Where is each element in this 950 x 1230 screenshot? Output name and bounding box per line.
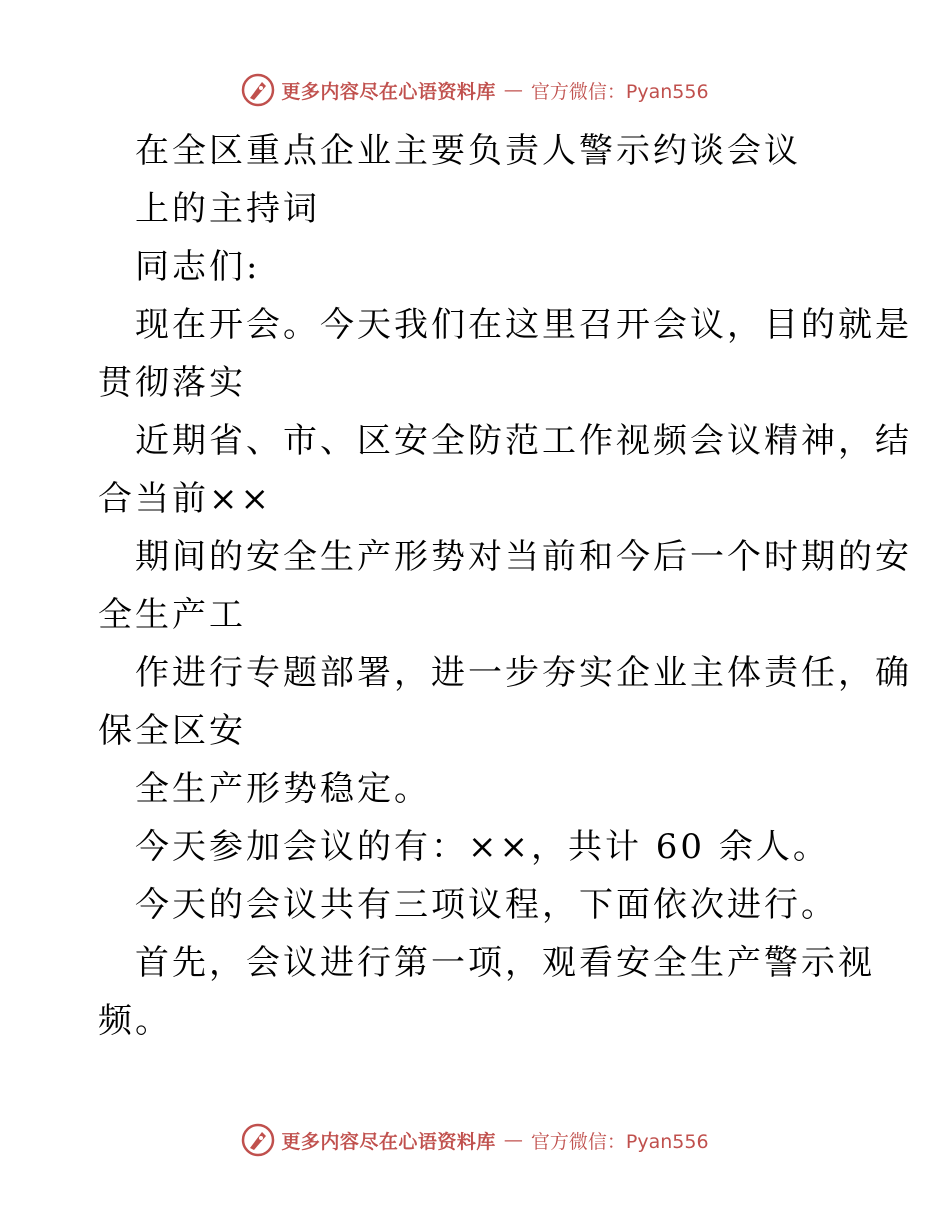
paragraph-line: 全生产形势稳定。 — [135, 769, 431, 809]
header-watermark — [0, 70, 950, 110]
watermark-site-text: 更多内容尽在心语资料库 — [281, 1130, 496, 1153]
paragraph-line: 贯彻落实 — [98, 363, 246, 403]
footer-watermark — [0, 1120, 950, 1160]
agenda-item-line: 频。 — [98, 1001, 172, 1041]
watermark-wechat-text: 官方微信：Pyan556 — [530, 80, 709, 103]
paragraph-line: 作进行专题部署，进一步夯实企业主体责任，确 — [135, 653, 912, 693]
watermark-separator: — — [503, 1129, 523, 1151]
paragraph-line: 合当前×× — [98, 479, 272, 519]
paragraph-line: 期间的安全生产形势对当前和今后一个时期的安 — [135, 537, 912, 577]
salutation: 同志们: — [135, 247, 261, 287]
paragraph-line: 近期省、市、区安全防范工作视频会议精神，结 — [135, 421, 912, 461]
watermark-separator: — — [503, 79, 523, 101]
paragraph-line: 保全区安 — [98, 711, 246, 751]
agenda-item-line: 首先，会议进行第一项，观看安全生产警示视 — [135, 943, 875, 983]
watermark-site-text: 更多内容尽在心语资料库 — [281, 80, 496, 103]
title-line-2: 上的主持词 — [135, 189, 320, 229]
pen-nib-logo-icon — [241, 1123, 275, 1157]
attendance-line: 今天参加会议的有：××，共计 60 余人。 — [135, 827, 830, 867]
agenda-intro-line: 今天的会议共有三项议程，下面依次进行。 — [135, 885, 838, 925]
paragraph-line: 全生产工 — [98, 595, 246, 635]
pen-nib-logo-icon — [241, 73, 275, 107]
paragraph-line: 现在开会。今天我们在这里召开会议，目的就是 — [135, 305, 912, 345]
title-line-1: 在全区重点企业主要负责人警示约谈会议 — [135, 131, 801, 171]
watermark-wechat-text: 官方微信：Pyan556 — [530, 1130, 709, 1153]
